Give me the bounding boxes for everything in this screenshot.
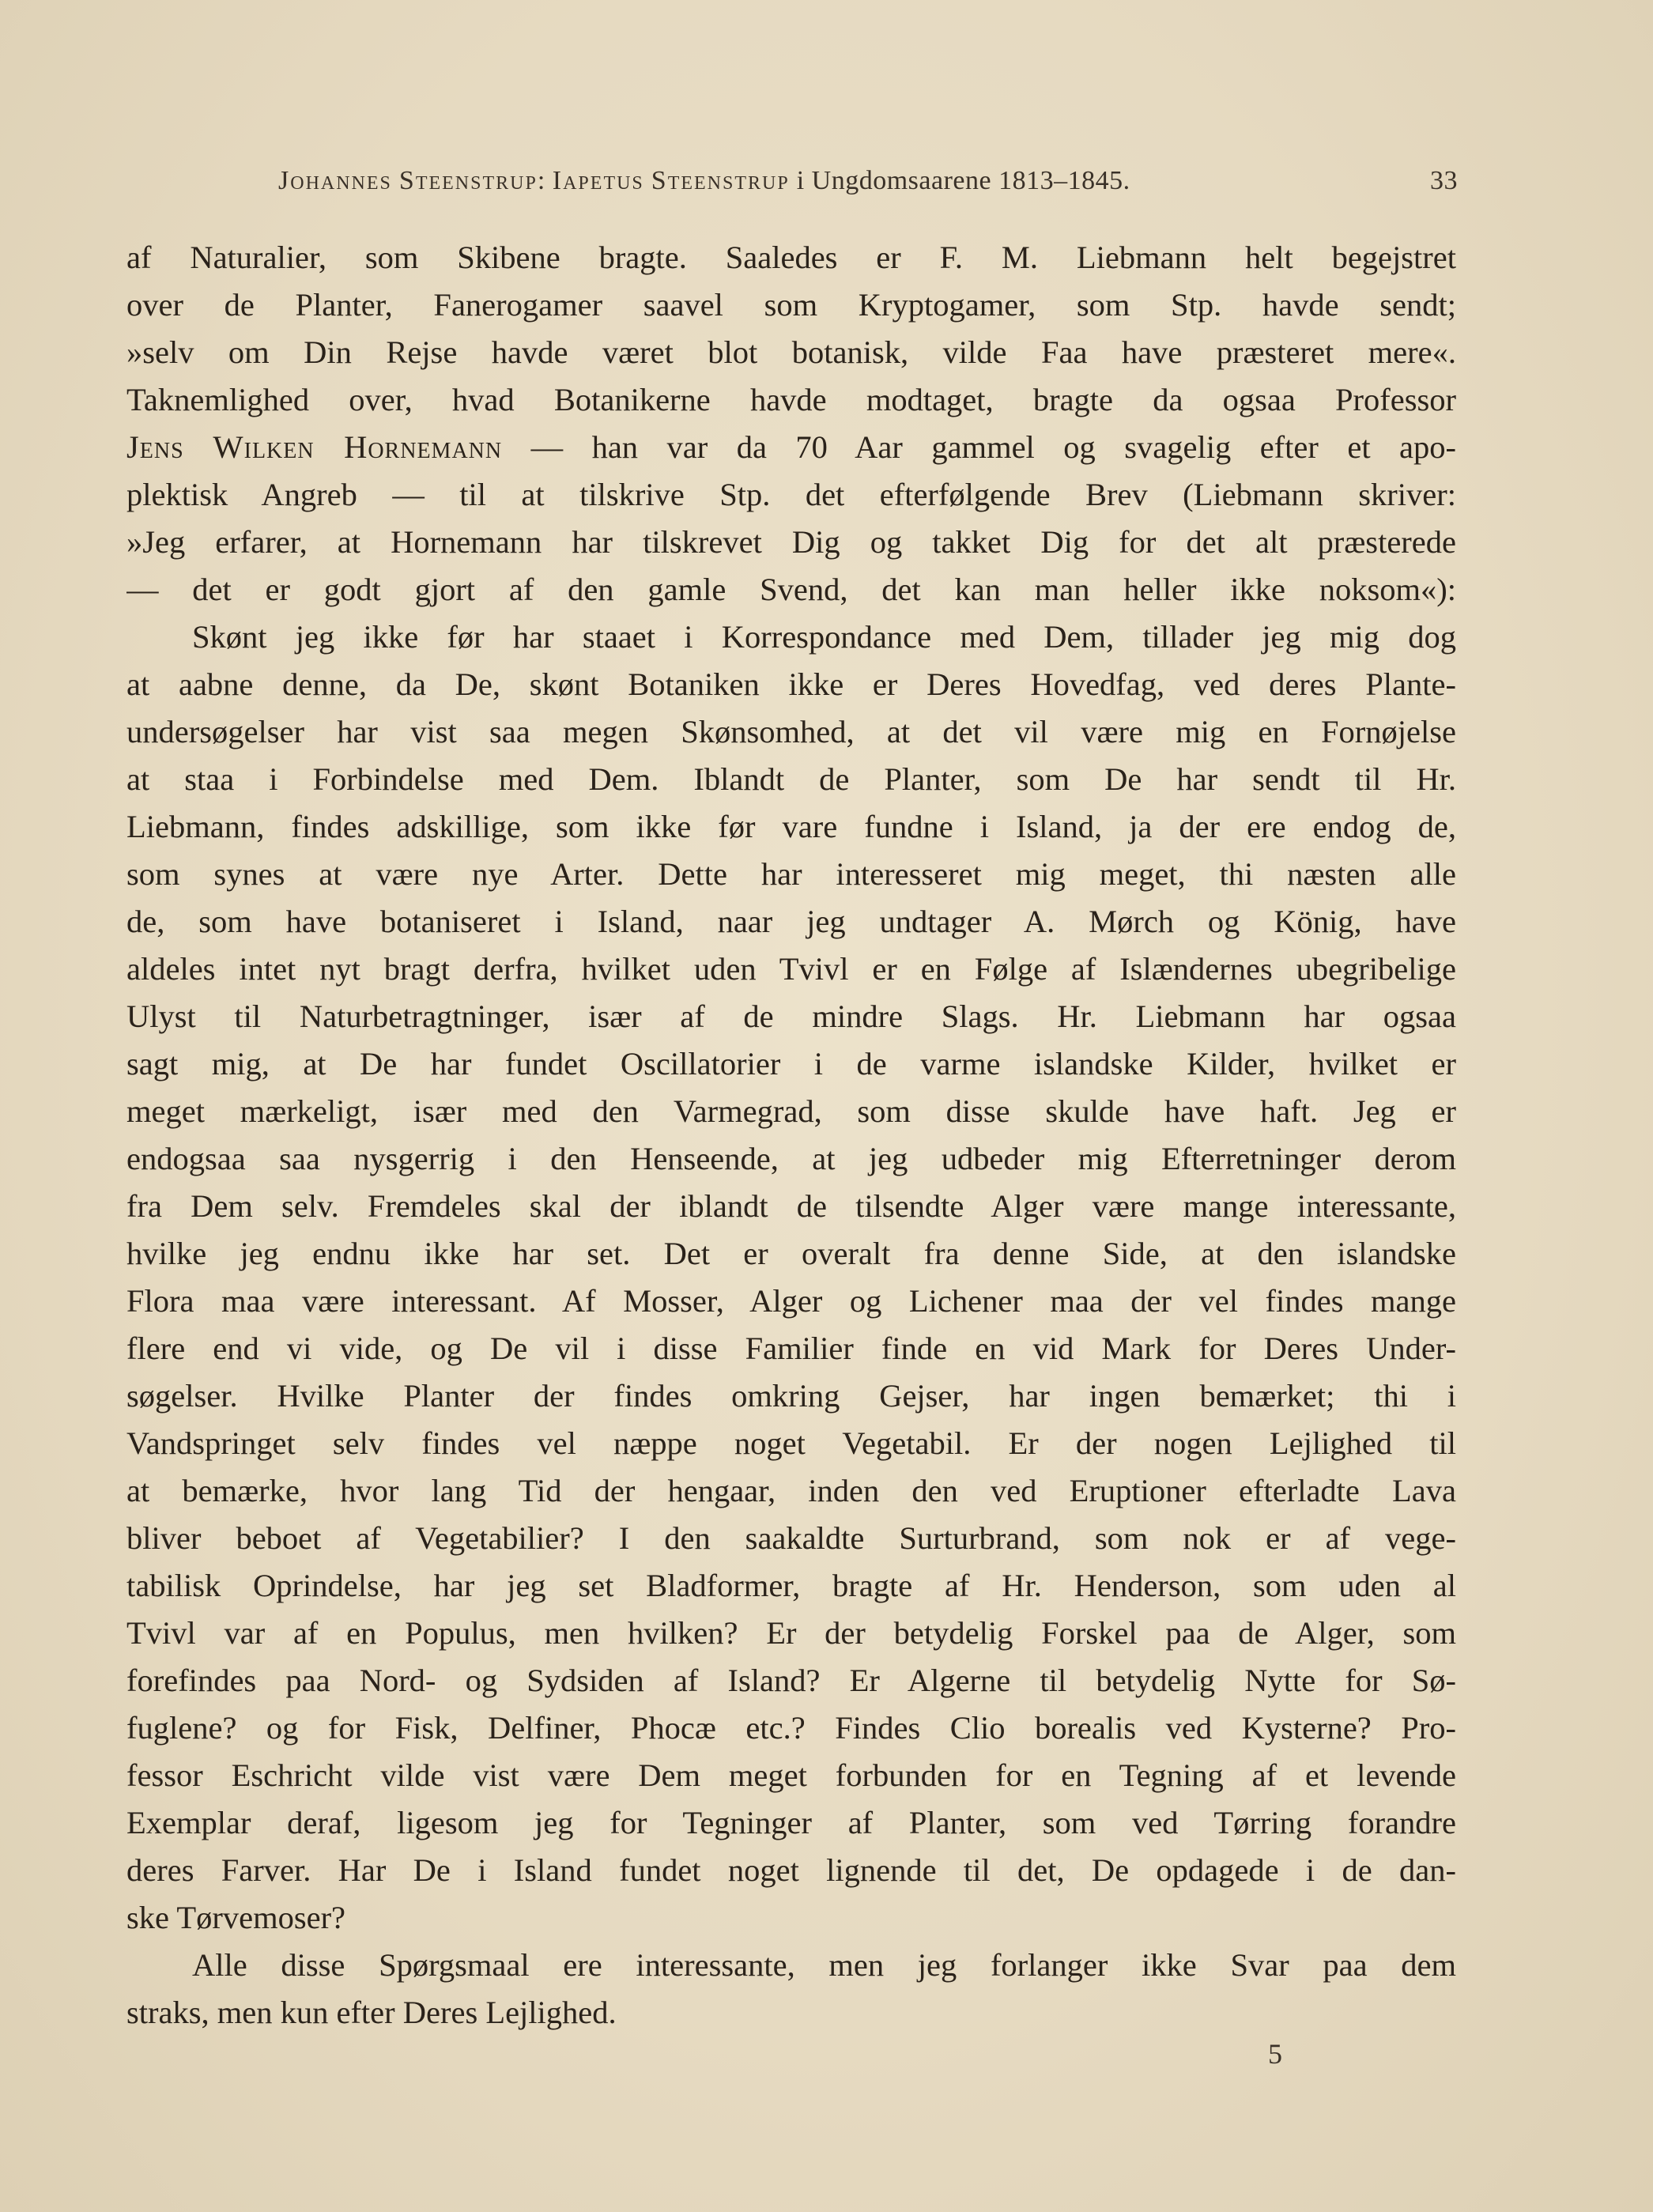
signature-mark: 5: [1268, 2038, 1282, 2070]
subject-last-name: Steenstrup: [651, 166, 790, 195]
text-line: sagt mig, at De har fundet Oscillatorier i de varme islandske Kilder, hvilket er: [126, 1046, 1456, 1081]
text-line: Ulyst til Naturbetragtninger, især af de mindre Slags. Hr. Liebmann har ogsaa: [126, 998, 1456, 1034]
author-first-name: Johannes: [278, 166, 392, 195]
text-line: straks, men kun efter Deres Lejlighed.: [126, 1995, 617, 2030]
running-title-rest: i Ungdomsaarene 1813–1845.: [796, 166, 1130, 195]
text-line: at staa i Forbindelse med Dem. Iblandt de Planter, som De har sendt til Hr.: [126, 761, 1456, 797]
text-line: over de Planter, Fanerogamer saavel som Kryptogamer, som Stp. havde sendt;: [126, 287, 1456, 323]
text-line: undersøgelser har vist saa megen Skønsomhed, at det vil være mig en Fornøjelse: [126, 714, 1456, 749]
text-line: fra Dem selv. Fremdeles skal der iblandt de tilsendte Alger være mange interessante,: [126, 1188, 1456, 1224]
text-line: Skønt jeg ikke før har staaet i Korrespondance med Dem, tillader jeg mig dog: [192, 619, 1456, 655]
text-line: forefindes paa Nord- og Sydsiden af Island? Er Algerne til betydelig Nytte for Sø-: [126, 1663, 1456, 1698]
text-line: at aabne denne, da De, skønt Botaniken ikke er Deres Hovedfag, ved deres Plante-: [126, 666, 1456, 702]
text-line: ske Tørvemoser?: [126, 1900, 346, 1935]
text-line: meget mærkeligt, især med den Varmegrad, som disse skulde have haft. Jeg er: [126, 1093, 1456, 1129]
text-line: flere end vi vide, og De vil i disse Familier finde en vid Mark for Deres Under-: [126, 1331, 1456, 1366]
text-line: tabilisk Oprindelse, har jeg set Bladformer, bragte af Hr. Henderson, som uden al: [126, 1568, 1456, 1603]
running-title: [278, 163, 1130, 199]
text-line: fuglene? og for Fisk, Delfiner, Phocæ etc.? Findes Clio borealis ved Kysterne? Pro-: [126, 1710, 1456, 1746]
text-line: [126, 424, 1456, 471]
text-line: — det er godt gjort af den gamle Svend, det kan man heller ikke noksom«):: [126, 572, 1456, 607]
text-line-rest: — han var da 70 Aar gammel og svagelig efter et apo-: [530, 429, 1456, 465]
body-text: [126, 234, 1456, 2036]
text-line: »Jeg erfarer, at Hornemann har tilskrevet Dig og takket Dig for det alt præsterede: [126, 524, 1456, 560]
text-line: Exemplar deraf, ligesom jeg for Tegninger af Planter, som ved Tørring forandre: [126, 1805, 1456, 1840]
text-line: hvilke jeg endnu ikke har set. Det er overalt fra denne Side, at den islandske: [126, 1236, 1456, 1271]
text-line: Liebmann, findes adskillige, som ikke før vare fundne i Island, ja der ere endog de,: [126, 809, 1456, 844]
running-header: [278, 163, 1458, 199]
text-line: som synes at være nye Arter. Dette har interesseret mig meget, thi næsten alle: [126, 856, 1456, 892]
text-line: fessor Eschricht vilde vist være Dem meget forbunden for en Tegning af et levende: [126, 1757, 1456, 1793]
text-line: endogsaa saa nysgerrig i den Henseende, at jeg udbeder mig Efterretninger derom: [126, 1141, 1456, 1176]
text-line: de, som have botaniseret i Island, naar jeg undtager A. Mørch og König, have: [126, 904, 1456, 939]
page-number: 33: [1430, 166, 1458, 195]
text-line: af Naturalier, som Skibene bragte. Saaledes er F. M. Liebmann helt begejstret: [126, 240, 1456, 275]
text-line: søgelser. Hvilke Planter der findes omkring Gejser, har ingen bemærket; thi i: [126, 1378, 1456, 1414]
text-line: at bemærke, hvor lang Tid der hengaar, inden den ved Eruptioner efterladte Lava: [126, 1473, 1456, 1508]
subject-first-name: Iapetus: [552, 166, 644, 195]
text-line: Vandspringet selv findes vel næppe noget Vegetabil. Er der nogen Lejlighed til: [126, 1425, 1456, 1461]
text-line: Alle disse Spørgsmaal ere interessante, men jeg forlanger ikke Svar paa dem: [192, 1947, 1456, 1983]
text-line: Taknemlighed over, hvad Botanikerne havde modtaget, bragte da ogsaa Professor: [126, 382, 1456, 417]
person-name: Jens Wilken Hornemann: [126, 429, 503, 465]
text-line: Tvivl var af en Populus, men hvilken? Er der betydelig Forskel paa de Alger, som: [126, 1615, 1456, 1651]
text-line: Flora maa være interessant. Af Mosser, Alger og Lichener maa der vel findes mange: [126, 1283, 1456, 1319]
text-line: bliver beboet af Vegetabilier? I den saakaldte Surturbrand, som nok er af vege-: [126, 1520, 1456, 1556]
author-last-name: Steenstrup: [398, 166, 538, 195]
text-line: deres Farver. Har De i Island fundet noget lignende til det, De opdagede i de dan-: [126, 1852, 1456, 1888]
text-line: »selv om Din Rejse havde været blot botanisk, vilde Faa have præsteret mere«.: [126, 334, 1456, 370]
text-line: aldeles intet nyt bragt derfra, hvilket uden Tvivl er en Følge af Islændernes ubegribelige: [126, 951, 1456, 987]
text-line: plektisk Angreb — til at tilskrive Stp. det efterfølgende Brev (Liebmann skriver:: [126, 477, 1456, 512]
header-colon: :: [537, 166, 545, 195]
